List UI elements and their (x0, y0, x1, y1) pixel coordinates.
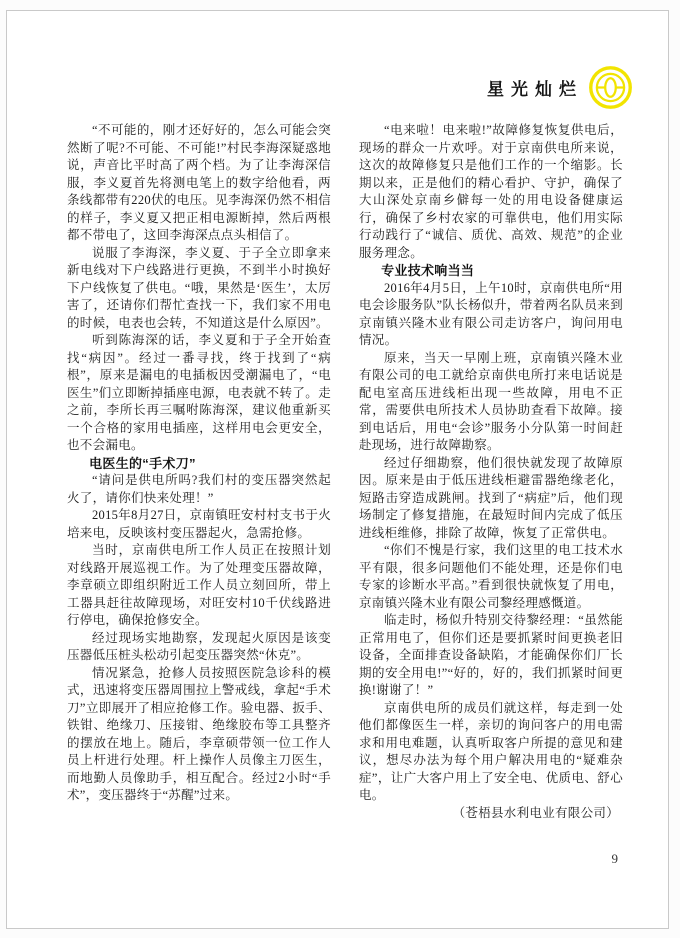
left-column (67, 122, 331, 822)
paragraph: “电来啦！电来啦!”故障修复恢复供电后，现场的群众一片欢呼。对于京南供电所来说，这次的故障修复只是他们工作的一个缩影。长期以来，正是他们的精心看护、守护，确保了大山深处京南乡僻每一处的用电设备健康运行，确保了乡村农家的可靠供电，他们用实际行动践行了“诚信、质优、高效、规范”的企业服务理念。 (359, 123, 623, 260)
paragraph: 经过仔细勘察，他们很快就发现了故障原因。原来是由于低压进线柜避雷器绝缘老化，短路击穿造成跳闸。找到了“病症”后，他们现场制定了修复措施，在最短时间内完成了低压进线柜维修，排除了故障，恢复了正常供电。 (359, 455, 623, 540)
paragraph: 情况紧急，抢修人员按照医院急诊科的模式，迅速将变压器周围拉上警戒线，拿起“手术刀”立即展开了相应抢修工作。验电器、扳手、铁钳、绝缘刀、压接钳、绝缘胶布等工具整齐的摆放在地上。随后，李章硕带领一位工作人员上杆进行处理。杆上操作人员像主刀医生，而地勤人员像助手，相互配合。经过2小时“手术”，变压器终于“苏醒”过来。 (67, 665, 331, 802)
paragraph: 临走时，杨似升特别交待黎经理：“虽然能正常用电了，但你们还是要抓紧时间更换老旧设备，全面排查设备缺陷，才能确保你们厂长期的安全用电!”“好的，好的，我们抓紧时间更换!谢谢了！” (359, 613, 623, 697)
author-signature: （苍梧县水利电业有限公司） (452, 805, 619, 820)
page-title: 星光灿烂 (487, 80, 583, 99)
paragraph: 2015年8月27日，京南镇旺安村村支书于火培来电，反映该村变压器起火，急需抢修。 (67, 508, 331, 540)
right-column (359, 122, 623, 822)
paragraph: 当时，京南供电所工作人员正在按照计划对线路开展巡视工作。为了处理变压器故障，李章硕立即组织附近工作人员立刻回所，带上工器具赶往故障现场，对旺安村10千伏线路进行停电，确保抢修安全。 (67, 543, 331, 627)
article-body (67, 122, 623, 822)
paragraph: 原来，当天一早刚上班，京南镇兴隆木业有限公司的电工就给京南供电所打来电话说是配电室高压进线柜出现一些故障，用电不正常，需要供电所技术人员协助查看下故障。接到电话后，用电“会诊”服务小分队第一时间赶赴现场，进行故障勘察。 (359, 350, 623, 452)
paragraph: “不可能的，刚才还好好的，怎么可能会突然断了呢?不可能、不可能!”村民李海深疑惑地说，声音比平时高了两个档。为了让李海深信服，李义夏首先将测电笔上的数字给他看，两条线都带有220伏的电压。见李海深仍然不相信的样子，李义夏又把正相电源断掉，然后两根都不带电了，这回李海深点点头相信了。 (67, 123, 331, 242)
magazine-page (6, 10, 669, 929)
paragraph: “你们不愧是行家，我们这里的电工技术水平有限，很多问题他们不能处理，还是你们电专家的诊断水平高。”看到很快就恢复了用电，京南镇兴隆木业有限公司黎经理感慨道。 (359, 543, 623, 610)
page-number: 9 (611, 851, 618, 866)
paragraph: 听到陈海深的话，李义夏和于子全开始查找“病因”。经过一番寻找，终于找到了“病根”，原来是漏电的电插板因受潮漏电了，“电医生”们立即断掉插座电源，电表就不转了。走之前，李所长再三嘱咐陈海深，建议他重新买一个合格的家用电插座，这样用电会更安全，也不会漏电。 (67, 333, 331, 452)
paragraph: “请问是供电所吗?我们村的变压器突然起火了，请你们快来处理！” (67, 473, 331, 505)
section-heading: 电医生的“手术刀” (89, 455, 196, 471)
page-header (7, 64, 634, 111)
union-emblem-icon (587, 64, 634, 111)
paragraph: 京南供电所的成员们就这样，每走到一处他们都像医生一样，亲切的询问客户的用电需求和用电难题，认真听取客户所提的意见和建议，想尽办法为每个用户解决用电的“疑难杂症”，让广大客户用上了安全电、优质电、舒心电。 (359, 700, 623, 802)
paragraph: 说服了李海深，李义夏、于子全立即拿来新电线对下户线路进行更换，不到半小时换好下户线恢复了供电。“哦，果然是‘医生’，太厉害了，还请你们帮忙查找一下，我们家不用电的时候，电表也会转，不知道这是什么原因”。 (67, 245, 331, 330)
paragraph: 2016年4月5日，上午10时，京南供电所“用电会诊服务队”队长杨似升，带着两名队员来到京南镇兴隆木业有限公司走访客户，询问用电情况。 (359, 280, 623, 347)
section-heading: 专业技术响当当 (381, 263, 475, 278)
paragraph: 经过现场实地勘察，发现起火原因是该变压器低压桩头松动引起变压器突然“休克”。 (67, 630, 331, 662)
